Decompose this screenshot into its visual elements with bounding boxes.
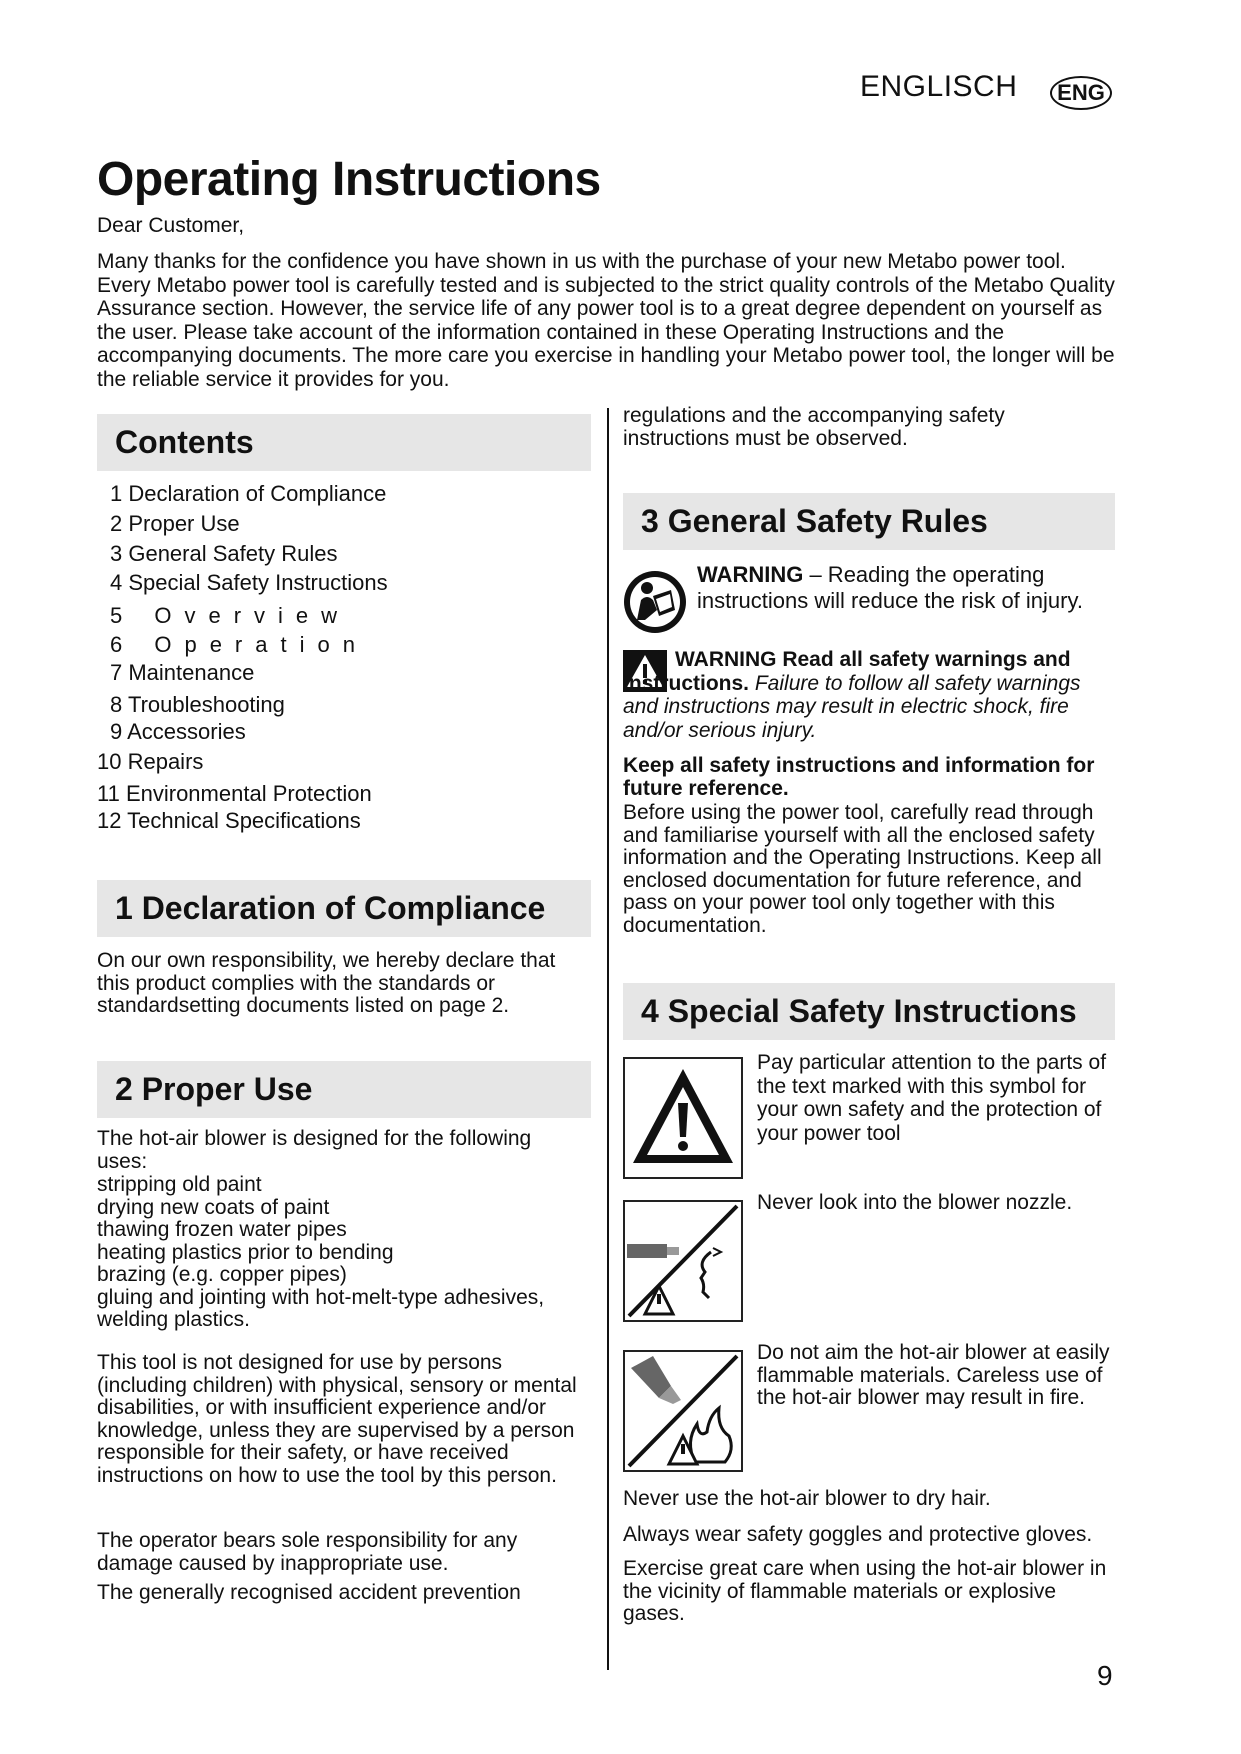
greeting: Dear Customer, [97, 214, 245, 237]
toc-item[interactable]: 9 Accessories [110, 719, 246, 744]
toc-item[interactable]: 11 Environmental Protection [97, 781, 372, 806]
warning-label: WARNING [697, 562, 804, 587]
goggles-note: Always wear safety goggles and protective gloves. [623, 1523, 1093, 1546]
general-warning-icon [623, 1057, 743, 1179]
list-item: thawing frozen water pipes [97, 1218, 347, 1241]
proper-use-intro: The hot-air blower is designed for the following uses: [97, 1127, 532, 1173]
no-look-nozzle-icon [623, 1200, 743, 1322]
toc-item[interactable]: 7 Maintenance [110, 660, 255, 685]
section-3-heading: 3 General Safety Rules [623, 493, 1115, 550]
no-flammable-icon [623, 1350, 743, 1472]
read-manual-icon [623, 570, 687, 634]
toc-item[interactable]: 6 Operation [110, 632, 368, 657]
page-number: 9 [1097, 1660, 1113, 1691]
keep-instructions-text: Before using the power tool, carefully read through and familiarise yourself with all the enclosed safety information and the Operating Instructions. Keep all enclosed documentation for future reference, and pass on your power tool only together with this documentation. [623, 801, 1102, 937]
responsibility-paragraph: The operator bears sole responsibility for any damage caused by inappropriate use. [97, 1529, 518, 1575]
column-divider [607, 408, 609, 1670]
regulations-end: regulations and the accompanying safety instructions must be observed. [623, 404, 1005, 450]
section-1-heading: 1 Declaration of Compliance [97, 880, 591, 937]
list-item: stripping old paint [97, 1173, 262, 1196]
list-item: heating plastics prior to bending [97, 1240, 394, 1264]
nozzle-note: Never look into the blower nozzle. [757, 1191, 1073, 1214]
intro-paragraph: Many thanks for the confidence you have shown in us with the purchase of your new Metabo power tool. Every Metabo power tool is carefully tested and is subjected to the strict quality controls of the Metabo Quality Assurance section. However, the service life of any power tool is to a great degree dependent on yourself as the user. Please take account of the information contained in these Operating Instructions and the accompanying documents. The more care you exercise in handling your Metabo power tool, the longer will be the reliable service it provides for you. [97, 250, 1115, 391]
dry-hair-note: Never use the hot-air blower to dry hair. [623, 1487, 991, 1510]
attention-note: Pay particular attention to the parts of the text marked with this symbol for your own safety and the protection of your power tool [757, 1051, 1107, 1145]
warning-read-manual: WARNING – Reading the operating instructions will reduce the risk of injury. [697, 562, 1083, 613]
toc-item[interactable]: 3 General Safety Rules [110, 541, 338, 566]
list-item: gluing and jointing with hot-melt-type adhesives, welding plastics. [97, 1285, 545, 1331]
toc-item[interactable]: 1 Declaration of Compliance [110, 481, 387, 506]
toc-item[interactable]: 10 Repairs [97, 749, 204, 774]
toc-item[interactable]: 2 Proper Use [110, 511, 240, 536]
toc-item[interactable]: 12 Technical Specifications [97, 808, 361, 833]
toc-item[interactable]: 5 Overview [110, 603, 351, 628]
toc-item[interactable]: 8 Troubleshooting [110, 692, 285, 717]
flammable-note: Do not aim the hot-air blower at easily flammable materials. Careless use of the hot-air blower may result in fire. [757, 1341, 1110, 1409]
care-note: Exercise great care when using the hot-air blower in the vicinity of flammable materials or explosive gases. [623, 1557, 1107, 1625]
keep-instructions-heading: Keep all safety instructions and information for future reference. [623, 754, 1095, 800]
list-item: drying new coats of paint [97, 1195, 330, 1219]
section-4-heading: 4 Special Safety Instructions [623, 983, 1115, 1040]
uses-list [97, 1174, 591, 1332]
persons-paragraph: This tool is not designed for use by persons (including children) with physical, sensory or mental disabilities, or with insufficient experience and/or knowledge, unless they are supervised by a person responsible for their safety, or have received instructions on how to use the tool by this person. [97, 1351, 577, 1487]
toc-item[interactable]: 4 Special Safety Instructions [110, 570, 388, 595]
list-item: brazing (e.g. copper pipes) [97, 1263, 347, 1286]
language-label: ENGLISCH [860, 70, 1018, 103]
section-2-heading: 2 Proper Use [97, 1061, 591, 1118]
regulations-start: The generally recognised accident prevention [97, 1581, 521, 1604]
language-badge: ENG [1050, 76, 1112, 110]
page-title: Operating Instructions [97, 153, 601, 206]
contents-heading: Contents [97, 414, 591, 471]
warning-read-all: WARNING Read all safety warnings and instructions. Failure to follow all safety warnings and instructions may result in electric shock, fire and/or serious injury. [623, 648, 1081, 742]
section-1-text: On our own responsibility, we hereby declare that this product complies with the standards or standardsetting documents listed on page 2. [97, 949, 556, 1017]
